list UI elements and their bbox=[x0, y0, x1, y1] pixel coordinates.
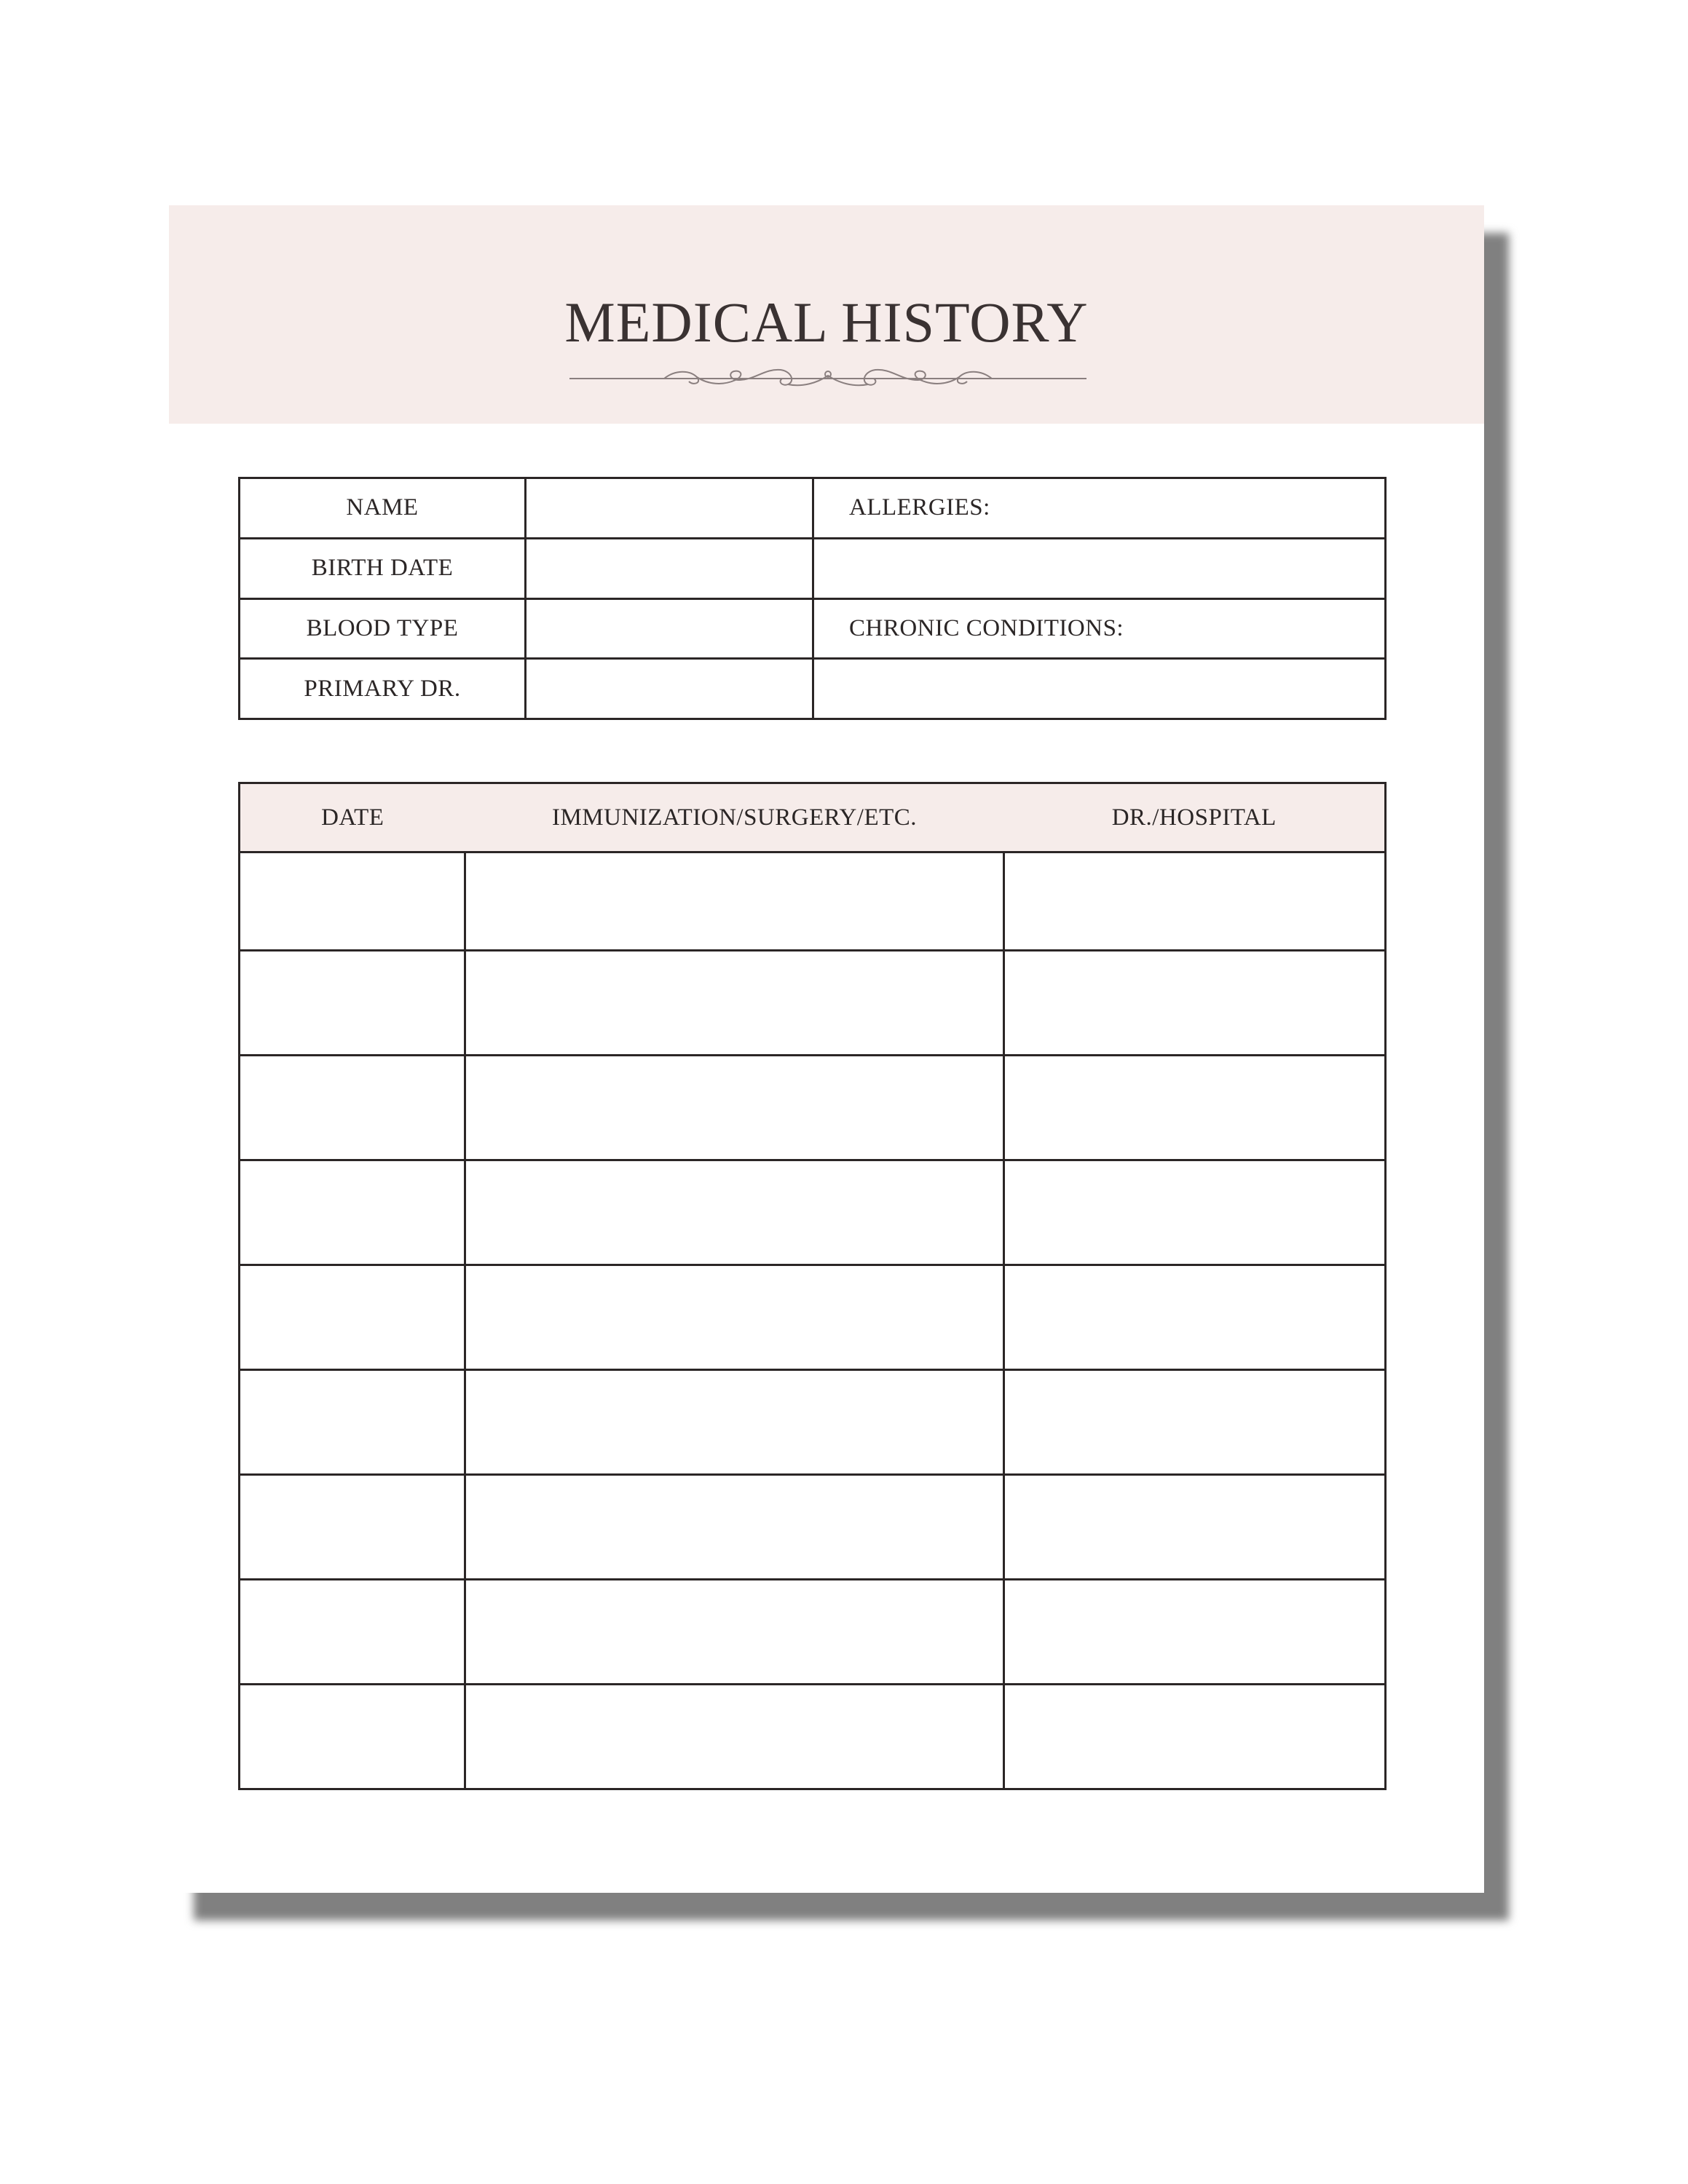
table-row bbox=[240, 659, 1386, 719]
primary-dr-field[interactable] bbox=[526, 659, 813, 719]
date-cell[interactable] bbox=[240, 852, 465, 951]
table-header-row bbox=[240, 783, 1386, 852]
event-cell[interactable] bbox=[465, 1685, 1004, 1789]
flourish-divider-icon bbox=[569, 364, 1086, 393]
event-cell[interactable] bbox=[465, 1580, 1004, 1685]
chronic-conditions-label: CHRONIC CONDITIONS: bbox=[813, 598, 1386, 659]
table-row bbox=[240, 1160, 1386, 1265]
event-cell[interactable] bbox=[465, 1160, 1004, 1265]
history-rows bbox=[240, 852, 1386, 1789]
blood-type-label: BLOOD TYPE bbox=[240, 598, 526, 659]
birth-date-label: BIRTH DATE bbox=[240, 538, 526, 598]
date-cell[interactable] bbox=[240, 1580, 465, 1685]
event-column-header: IMMUNIZATION/SURGERY/ETC. bbox=[465, 783, 1004, 852]
provider-column-header: DR./HOSPITAL bbox=[1004, 783, 1386, 852]
table-row bbox=[240, 1056, 1386, 1160]
form-sheet bbox=[169, 205, 1484, 1893]
table-row bbox=[240, 1265, 1386, 1370]
date-cell[interactable] bbox=[240, 1685, 465, 1789]
provider-cell[interactable] bbox=[1004, 1685, 1386, 1789]
allergies-label: ALLERGIES: bbox=[813, 478, 1386, 539]
blood-type-field[interactable] bbox=[526, 598, 813, 659]
provider-cell[interactable] bbox=[1004, 1370, 1386, 1475]
name-field[interactable] bbox=[526, 478, 813, 539]
birth-date-field[interactable] bbox=[526, 538, 813, 598]
provider-cell[interactable] bbox=[1004, 1056, 1386, 1160]
event-cell[interactable] bbox=[465, 852, 1004, 951]
event-cell[interactable] bbox=[465, 1475, 1004, 1580]
date-cell[interactable] bbox=[240, 1265, 465, 1370]
date-cell[interactable] bbox=[240, 1370, 465, 1475]
chronic-conditions-field[interactable] bbox=[813, 659, 1386, 719]
personal-info-table bbox=[238, 477, 1387, 720]
event-cell[interactable] bbox=[465, 1265, 1004, 1370]
table-row bbox=[240, 478, 1386, 539]
date-cell[interactable] bbox=[240, 951, 465, 1056]
provider-cell[interactable] bbox=[1004, 1475, 1386, 1580]
allergies-field[interactable] bbox=[813, 538, 1386, 598]
date-cell[interactable] bbox=[240, 1475, 465, 1580]
table-row bbox=[240, 852, 1386, 951]
table-row bbox=[240, 538, 1386, 598]
name-label: NAME bbox=[240, 478, 526, 539]
date-cell[interactable] bbox=[240, 1160, 465, 1265]
table-row bbox=[240, 951, 1386, 1056]
table-row bbox=[240, 1370, 1386, 1475]
page-title: MEDICAL HISTORY bbox=[564, 290, 1089, 354]
date-column-header: DATE bbox=[240, 783, 465, 852]
provider-cell[interactable] bbox=[1004, 951, 1386, 1056]
event-cell[interactable] bbox=[465, 1056, 1004, 1160]
primary-dr-label: PRIMARY DR. bbox=[240, 659, 526, 719]
event-cell[interactable] bbox=[465, 1370, 1004, 1475]
table-row bbox=[240, 598, 1386, 659]
provider-cell[interactable] bbox=[1004, 1160, 1386, 1265]
table-row bbox=[240, 1580, 1386, 1685]
date-cell[interactable] bbox=[240, 1056, 465, 1160]
medical-history-table bbox=[238, 782, 1387, 1790]
provider-cell[interactable] bbox=[1004, 1265, 1386, 1370]
event-cell[interactable] bbox=[465, 951, 1004, 1056]
provider-cell[interactable] bbox=[1004, 852, 1386, 951]
table-row bbox=[240, 1475, 1386, 1580]
provider-cell[interactable] bbox=[1004, 1580, 1386, 1685]
table-row bbox=[240, 1685, 1386, 1789]
